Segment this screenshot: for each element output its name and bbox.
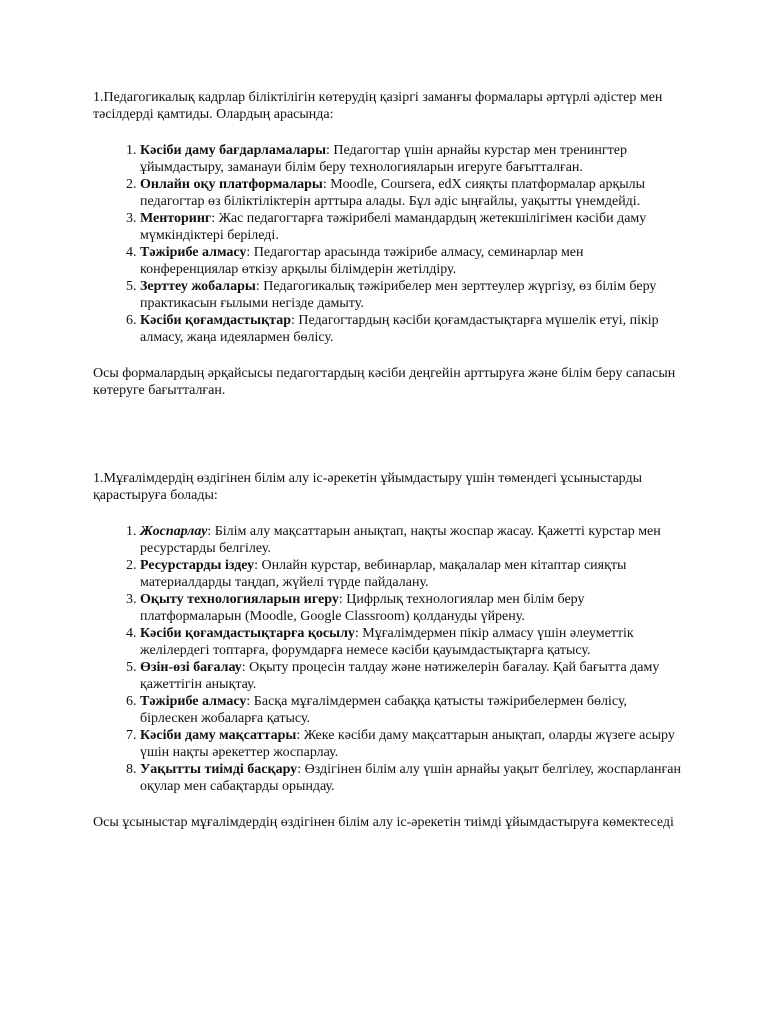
list-item: [140, 693, 683, 727]
list-item-text: : Педагогтардың кәсіби қоғамдастықтарға мүшелік етуі, пікір алмасу, жаңа идеялармен бөлісу.: [140, 313, 659, 345]
list-item-text: : Педагогтар арасында тәжірибе алмасу, семинарлар мен конференциялар өткізу арқылы білімдерін жетілдіру.: [140, 245, 584, 277]
list-item-term: Менторинг: [140, 211, 212, 226]
list-item: [140, 278, 683, 312]
list-item-text: : Оқыту процесін талдау және нәтижелерін бағалау. Қай бағытта даму қажеттігін анықтау.: [140, 660, 660, 692]
list-item: [140, 142, 683, 176]
list-item-text: : Moodle, Coursera, edX сияқты платформалар арқылы педагогтар өз біліктіліктерін арттыра алады. Бұл әдіс ыңғайлы, уақытты үнемдейді.: [140, 177, 646, 209]
list-item: [140, 176, 683, 210]
list-item-text: : Білім алу мақсаттарын анықтап, нақты жоспар жасау. Қажетті курстар мен ресурстарды белгілеу.: [140, 524, 661, 556]
list-item-term: Тәжірибе алмасу: [140, 694, 247, 709]
list-item-term: Тәжірибе алмасу: [140, 245, 247, 260]
list-item: [140, 659, 683, 693]
section-intro: 1.Мұғалімдердің өздігінен білім алу іс-әрекетін ұйымдастыру үшін төмендегі ұсыныстарды қарастыруға болады:: [93, 471, 643, 503]
section-intro: 1.Педагогикалық кадрлар біліктілігін көтерудің қазіргі заманғы формалары әртүрлі әдістер мен тәсілдерді қамтиды. Олардың арасында:: [93, 90, 663, 122]
list-item: [140, 761, 683, 795]
section-closing: Осы ұсыныстар мұғалімдердің өздігінен білім алу іс-әрекетін тиімді ұйымдастыруға көмектеседі: [93, 815, 674, 830]
list-item: [140, 591, 683, 625]
list-item: [140, 244, 683, 278]
list-item-term: Өзін-өзі бағалау: [140, 660, 242, 675]
list-item-text: : Басқа мұғалімдермен сабаққа қатысты тәжірибелермен бөлісу, бірлескен жобаларға қатысу.: [140, 694, 628, 726]
forms-list: [93, 142, 683, 346]
list-item-text: : Өздігінен білім алу үшін арнайы уақыт белгілеу, жоспарланған оқулар мен сабақтарды орындау.: [140, 762, 681, 794]
list-item-term: Кәсіби даму мақсаттары: [140, 728, 297, 743]
list-item-text: : Педагогтар үшін арнайы курстар мен тренингтер ұйымдастыру, заманауи білім беру технологияларын игеруге бағытталған.: [140, 143, 627, 175]
list-item-term: Онлайн оқу платформалары: [140, 177, 323, 192]
list-item-term: Оқыту технологияларын игеру: [140, 592, 339, 607]
list-item-text: : Цифрлық технологиялар мен білім беру платформаларын (Moodle, Google Classroom) қолдануды үйрену.: [140, 592, 585, 624]
list-item-term: Ресурстарды іздеу: [140, 558, 255, 573]
list-item-term: Кәсіби даму бағдарламалары: [140, 143, 327, 158]
list-item: [140, 625, 683, 659]
list-item: [140, 727, 683, 761]
list-item-term: Жоспарлау: [140, 524, 208, 539]
list-item: [140, 557, 683, 591]
list-item-term: Кәсіби қоғамдастықтар: [140, 313, 291, 328]
list-item-text: : Мұғалімдермен пікір алмасу үшін әлеуметтік желілердегі топтарға, форумдарға немесе кәсіби қауымдастықтарға қатысу.: [140, 626, 634, 658]
list-item-text: : Жеке кәсіби даму мақсаттарын анықтап, оларды жүзеге асыру үшін нақты әрекеттер жоспарлау.: [140, 728, 675, 760]
list-item-text: : Онлайн курстар, вебинарлар, мақалалар мен кітаптар сияқты материалдарды таңдап, жүйелі түрде пайдалану.: [140, 558, 627, 590]
list-item: [140, 210, 683, 244]
section-closing: Осы формалардың әрқайсысы педагогтардың кәсіби деңгейін арттыруға және білім беру сапасын көтеруге бағытталған.: [93, 366, 676, 398]
section-qualification-forms: [93, 89, 683, 399]
section-self-education: [93, 470, 683, 831]
list-item-text: : Жас педагогтарға тәжірибелі мамандардың жетекшілігімен кәсіби даму мүмкіндіктері беріледі.: [140, 211, 647, 243]
list-item-term: Кәсіби қоғамдастықтарға қосылу: [140, 626, 355, 641]
list-item-term: Зерттеу жобалары: [140, 279, 256, 294]
list-item-text: : Педагогикалық тәжірибелер мен зерттеулер жүргізу, өз білім беру практикасын ғылыми негізде дамыту.: [140, 279, 657, 311]
recommendations-list: [93, 523, 683, 795]
list-item: [140, 523, 683, 557]
list-item: [140, 312, 683, 346]
list-item-term: Уақытты тиімді басқару: [140, 762, 298, 777]
